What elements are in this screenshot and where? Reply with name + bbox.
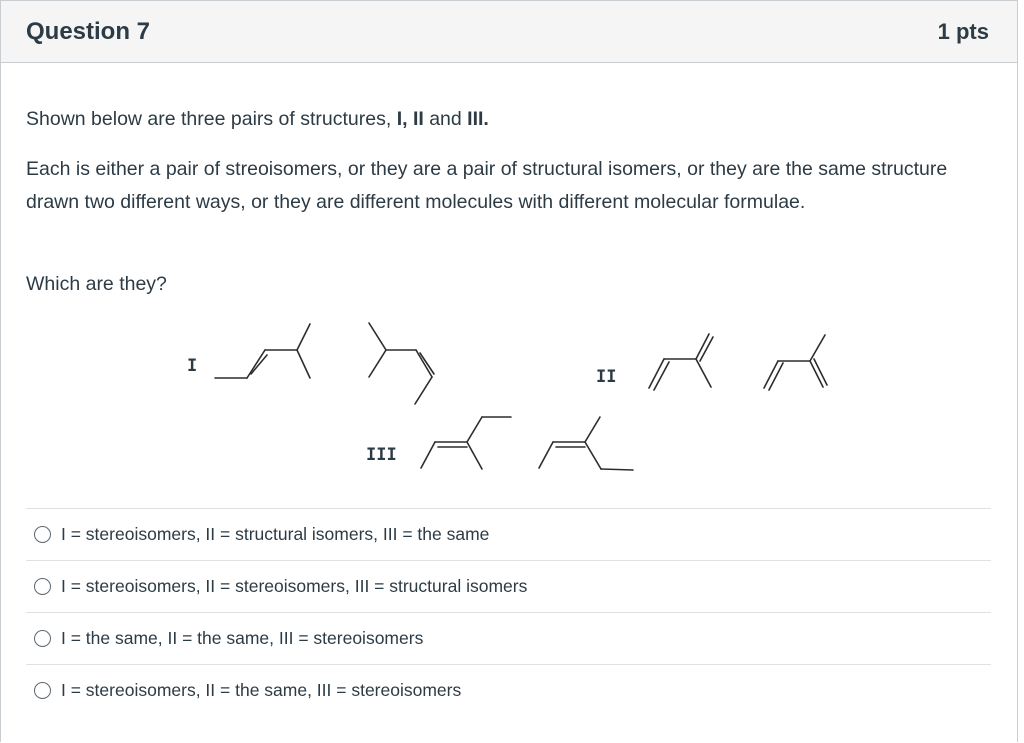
answer-list bbox=[26, 508, 991, 716]
radio-button[interactable] bbox=[34, 682, 51, 699]
question-paragraph: Each is either a pair of streoisomers, or they are a pair of structural isomers, or they are the same structure drawn two different ways, or they are different molecules with different molecular formulae. bbox=[26, 158, 948, 213]
answer-label: I = stereoisomers, II = stereoisomers, III = structural isomers bbox=[61, 576, 528, 596]
structure-III-right bbox=[539, 417, 633, 470]
structure-III-left bbox=[421, 417, 511, 469]
question-points: 1 pts bbox=[937, 18, 989, 44]
label-I: I bbox=[187, 356, 198, 376]
answer-label: I = stereoisomers, II = structural isomers, III = the same bbox=[61, 524, 490, 544]
structure-II-right bbox=[764, 335, 827, 390]
intro-and: and bbox=[423, 108, 468, 130]
question-intro bbox=[26, 103, 489, 136]
radio-button[interactable] bbox=[34, 526, 51, 543]
answer-label: I = stereoisomers, II = the same, III = stereoisomers bbox=[61, 680, 462, 700]
label-II: II bbox=[596, 367, 617, 387]
label-III: III bbox=[366, 445, 397, 465]
answer-label: I = the same, II = the same, III = stereoisomers bbox=[61, 628, 424, 648]
question-header bbox=[1, 1, 1017, 63]
question-title: Question 7 bbox=[26, 17, 151, 45]
structure-II-left bbox=[649, 334, 713, 390]
radio-button[interactable] bbox=[34, 578, 51, 595]
answer-option-4[interactable] bbox=[26, 664, 991, 716]
structure-I-left bbox=[215, 324, 310, 378]
intro-bold-2: III. bbox=[467, 108, 489, 130]
answer-option-2[interactable] bbox=[26, 560, 991, 612]
structure-I-right bbox=[369, 323, 434, 404]
radio-button[interactable] bbox=[34, 630, 51, 647]
answer-option-3[interactable] bbox=[26, 612, 991, 664]
question-prompt: Which are they? bbox=[26, 273, 167, 295]
intro-text: Shown below are three pairs of structures, bbox=[26, 108, 397, 130]
answer-option-1[interactable] bbox=[26, 508, 991, 560]
intro-bold-1: I, II bbox=[396, 108, 424, 130]
